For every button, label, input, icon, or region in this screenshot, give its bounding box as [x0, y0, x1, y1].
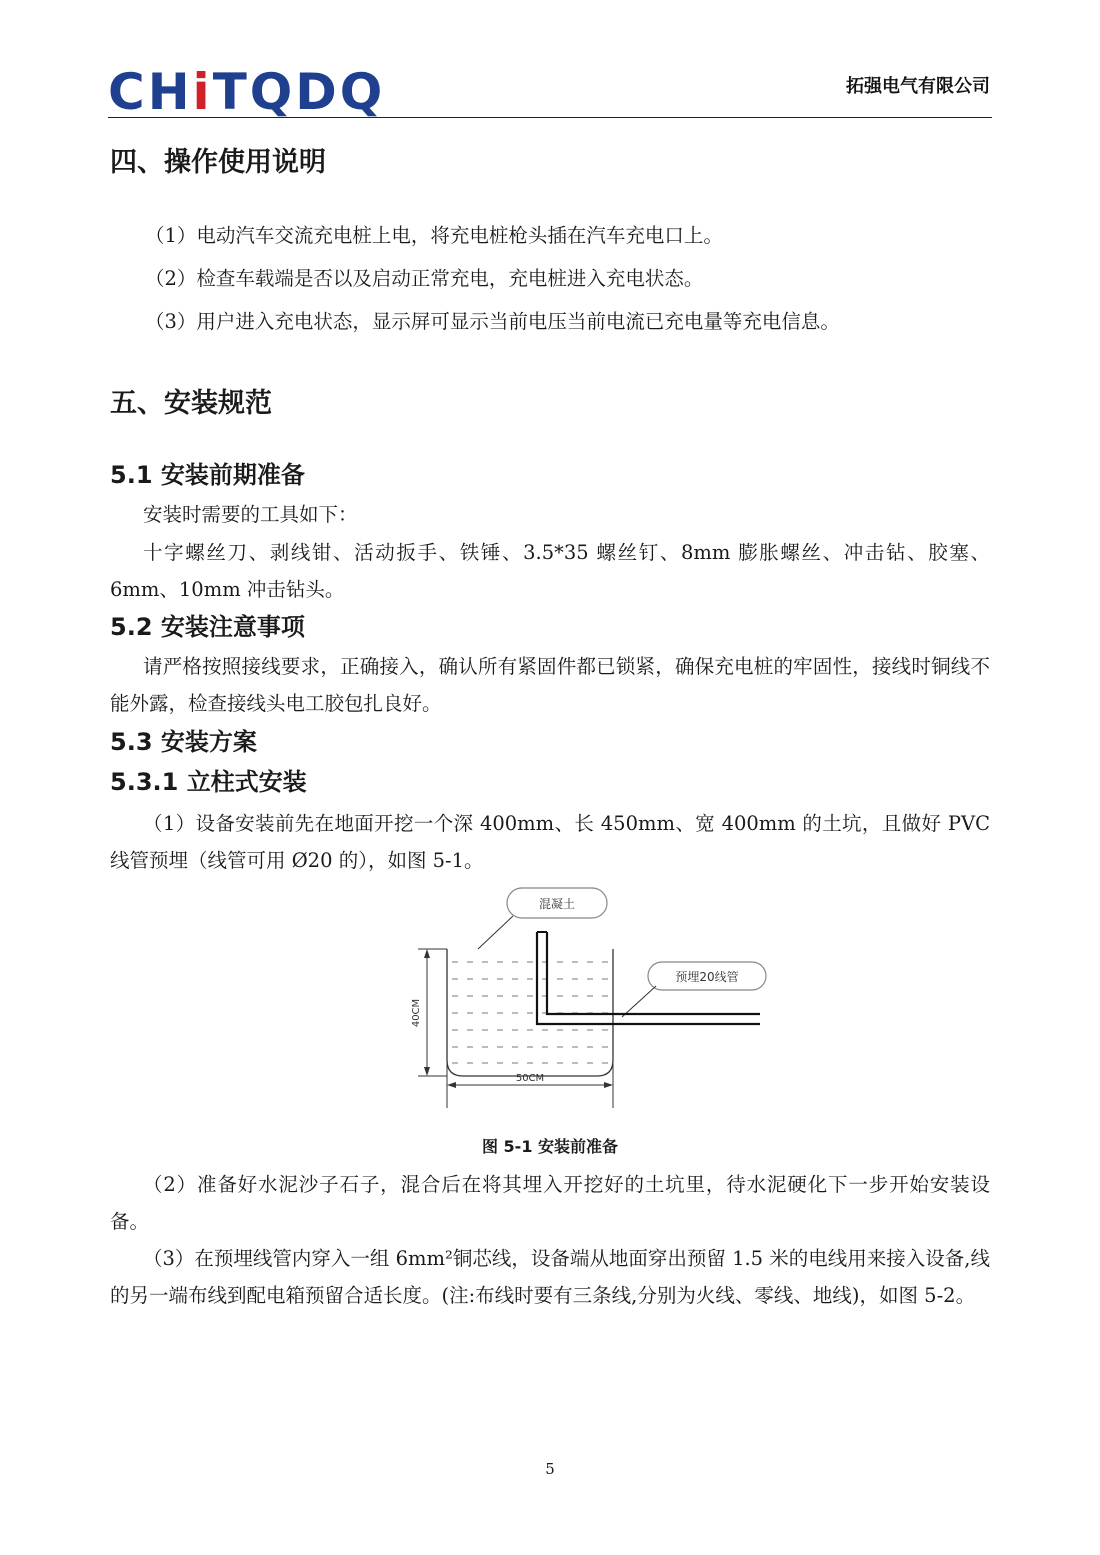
section-4-item-1: （1）电动汽车交流充电桩上电，将充电桩枪头插在汽车充电口上。 [145, 224, 723, 247]
width-arrow-right [604, 1082, 613, 1088]
logo-text-i: i [192, 63, 213, 121]
section-5-2-title: 5.2 安装注意事项 [110, 613, 305, 641]
section-5-title: 五、安装规范 [110, 388, 272, 419]
logo-text-b: TQDQ [212, 63, 386, 121]
section-5-1-title: 5.1 安装前期准备 [110, 461, 305, 489]
figure-5-1-caption: 图 5-1 安装前准备 [481, 1137, 619, 1156]
page-number: 5 [545, 1460, 555, 1478]
height-arrow-bottom [424, 1067, 430, 1076]
section-5-3-1-title: 5.3.1 立柱式安装 [110, 768, 307, 796]
step-1-paragraph: （1）设备安装前先在地面开挖一个深 400mm、长 450mm、宽 400mm 的土坑，且做好 PVC 线管预埋（线管可用 Ø20 的），如图 5-1。 [110, 812, 990, 872]
step-3-paragraph: （3）在预埋线管内穿入一组 6mm²铜芯线，设备端从地面穿出预留 1.5 米的电线用来接入设备,线的另一端布线到配电箱预留合适长度。(注:布线时要有三条线,分别为火线、零线、地线)，如图 5-2。 [110, 1247, 990, 1307]
company-name: 拓强电气有限公司 [846, 76, 990, 97]
tools-intro: 安装时需要的工具如下： [143, 503, 358, 526]
width-arrow-left [447, 1082, 456, 1088]
height-arrow-top [424, 949, 430, 958]
concrete-label: 混凝土 [538, 897, 576, 911]
concrete-fill-dashes [452, 962, 610, 1063]
section-4-title: 四、操作使用说明 [110, 147, 326, 178]
figure-5-1-diagram [0, 880, 1100, 1110]
concrete-leader-line [478, 916, 513, 949]
tools-list: 十字螺丝刀、剥线钳、活动扳手、铁锤、3.5*35 螺丝钉、8mm 膨胀螺丝、冲击钻、胶塞、6mm、10mm 冲击钻头。 [110, 541, 990, 601]
section-4-item-2: （2）检查车载端是否以及启动正常充电，充电桩进入充电状态。 [145, 267, 704, 290]
pipe-label: 预埋20线管 [675, 970, 739, 984]
header-divider [108, 117, 992, 118]
logo-text-a: CH [108, 63, 193, 121]
section-4-item-3: （3）用户进入充电状态，显示屏可显示当前电压当前电流已充电量等充电信息。 [145, 310, 840, 333]
company-logo [108, 64, 385, 120]
pipe-leader-line [622, 986, 656, 1017]
height-dimension-label: 40CM [411, 998, 422, 1028]
step-2-paragraph: （2）准备好水泥沙子石子，混合后在将其埋入开挖好的土坑里，待水泥硬化下一步开始安装设备。 [110, 1173, 990, 1233]
section-5-3-title: 5.3 安装方案 [110, 728, 257, 756]
width-dimension-label: 50CM [515, 1073, 545, 1084]
notice-paragraph: 请严格按照接线要求，正确接入，确认所有紧固件都已锁紧，确保充电桩的牢固性，接线时铜线不能外露，检查接线头电工胶包扎良好。 [110, 655, 990, 715]
